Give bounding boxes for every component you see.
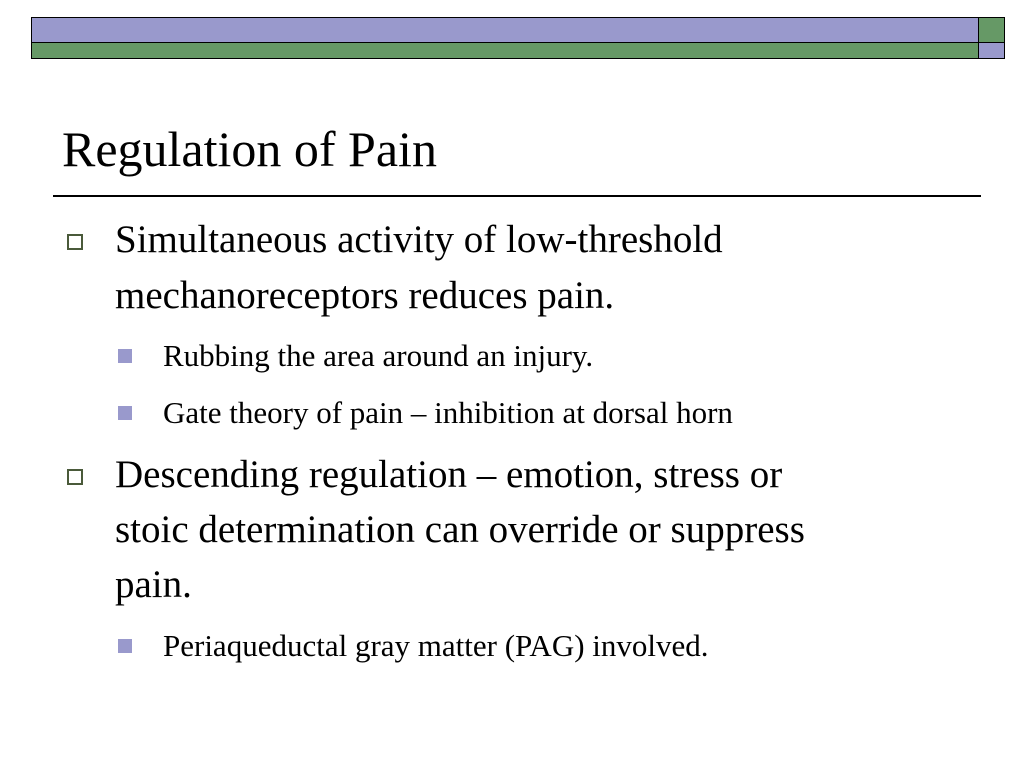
bullet-2-sub-1: Periaqueductal gray matter (PAG) involved.	[163, 628, 709, 663]
filled-square-bullet-icon	[118, 349, 132, 363]
bullet-2-line-2: stoic determination can override or suppress	[115, 508, 805, 551]
hollow-square-bullet-icon	[67, 234, 83, 250]
bullet-1-line-1: Simultaneous activity of low-threshold	[115, 218, 723, 261]
bullet-1-sub-1: Rubbing the area around an injury.	[163, 338, 594, 373]
bullet-1-line-2: mechanoreceptors reduces pain.	[115, 274, 615, 317]
filled-square-bullet-icon	[118, 406, 132, 420]
bullet-2-line-1: Descending regulation – emotion, stress or	[115, 453, 783, 496]
hollow-square-bullet-icon	[67, 469, 83, 485]
filled-square-bullet-icon	[118, 639, 132, 653]
slide-title: Regulation of Pain	[62, 121, 437, 177]
bullet-1-sub-2: Gate theory of pain – inhibition at dorsal horn	[163, 395, 733, 430]
bullet-2-line-3: pain.	[115, 563, 192, 606]
